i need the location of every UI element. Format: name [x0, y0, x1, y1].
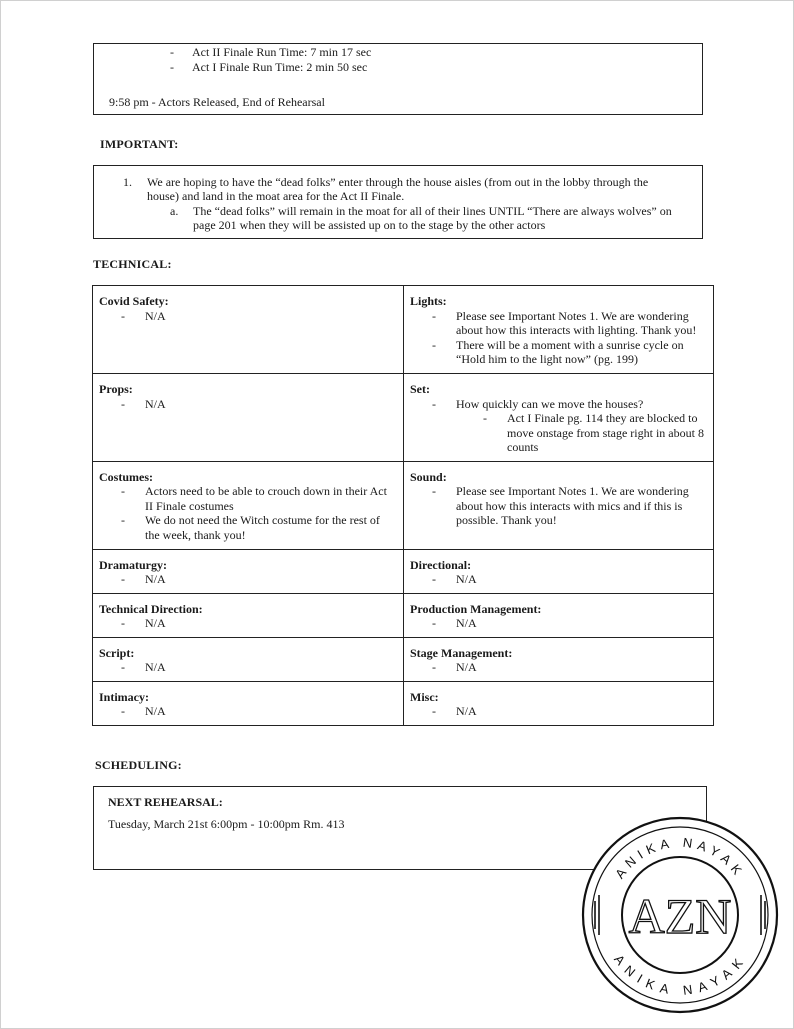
list-item: - N/A	[432, 660, 477, 674]
important-item-number: 1.	[123, 175, 132, 189]
list-item: - N/A	[121, 308, 166, 323]
list-item: - Please see Important Notes 1. We are wondering about how this interacts with mics and if this is possible. Thank you!	[432, 484, 689, 527]
cell-set	[404, 374, 714, 462]
technical-table	[92, 285, 714, 726]
cell-props	[93, 374, 404, 462]
stamp-ring-bottom: ANIKA NAYAK	[611, 951, 749, 998]
technical-heading: TECHNICAL:	[93, 257, 172, 271]
cell-title: Directional:	[410, 557, 472, 572]
list-item: - Please see Important Notes 1. We are wondering about how this interacts with lighting. Thank you!	[432, 308, 697, 337]
next-rehearsal-value: Tuesday, March 21st 6:00pm - 10:00pm Rm. 413	[108, 817, 345, 831]
list-sub-item: - Act I Finale pg. 114 they are blocked to move onstage from stage right in about 8 counts	[483, 411, 704, 454]
important-item-text: house) and land in the moat area for the Act II Finale.	[147, 189, 405, 203]
cell-title: Dramaturgy:	[99, 557, 167, 572]
cell-intimacy	[93, 681, 404, 725]
cell-sound	[404, 461, 714, 549]
cell-title: Sound:	[410, 469, 447, 484]
important-sub-letter: a.	[170, 204, 179, 218]
list-item: - Actors need to be able to crouch down in their Act II Finale costumes	[121, 484, 387, 513]
important-item-text: We are hoping to have the “dead folks” enter through the house aisles (from out in the lobby through the	[147, 175, 649, 189]
cell-title: Stage Management:	[410, 645, 513, 660]
cell-title: Intimacy:	[99, 689, 149, 704]
cell-dramaturgy	[93, 549, 404, 593]
list-item: - How quickly can we move the houses?	[432, 396, 644, 411]
list-item: - N/A	[121, 572, 166, 586]
list-item: - N/A	[121, 616, 166, 630]
list-item: - N/A	[432, 572, 477, 586]
cell-title: Covid Safety:	[99, 294, 169, 308]
cell-technical-direction	[93, 593, 404, 637]
cell-covid-safety	[93, 286, 404, 374]
scheduling-heading: SCHEDULING:	[95, 758, 182, 772]
cell-misc	[404, 681, 714, 725]
run-times-box: - Act II Finale Run Time: 7 min 17 sec - Act I Finale Run Time: 2 min 50 sec 9:58 pm - Actors Released, End of Rehearsal	[93, 43, 703, 115]
stamp-monogram: AZN	[628, 888, 732, 944]
list-item: - N/A	[121, 396, 166, 411]
list-item: - We do not need the Witch costume for the rest of the week, thank you!	[121, 513, 380, 542]
cell-title: Script:	[99, 645, 135, 660]
cell-lights	[404, 286, 714, 374]
cell-costumes	[93, 461, 404, 549]
important-sub-text: The “dead folks” will remain in the moat for all of their lines UNTIL “There are always wolves” on	[193, 204, 672, 218]
list-item: - N/A	[432, 616, 477, 630]
important-sub-text: page 201 when they will be assisted up on to the stage by the other actors	[193, 218, 546, 232]
cell-stage-management	[404, 637, 714, 681]
cell-production-management	[404, 593, 714, 637]
cell-title: Technical Direction:	[99, 601, 203, 616]
list-item: - N/A	[121, 660, 166, 674]
cell-title: Production Management:	[410, 601, 542, 616]
cell-title: Costumes:	[99, 469, 153, 484]
cell-script	[93, 637, 404, 681]
azn-logo-stamp	[580, 815, 780, 1015]
cell-title: Set:	[410, 382, 430, 396]
stamp-ring-top: ANIKA NAYAK	[612, 834, 748, 882]
rehearsal-end-line: 9:58 pm - Actors Released, End of Rehearsal	[109, 95, 325, 109]
list-item: - N/A	[121, 704, 166, 718]
cell-title: Lights:	[410, 294, 447, 308]
list-item: - There will be a moment with a sunrise cycle on “Hold him to the light now” (pg. 199)	[432, 337, 684, 366]
important-heading: IMPORTANT:	[100, 137, 179, 151]
cell-directional	[404, 549, 714, 593]
cell-title: Misc:	[410, 689, 439, 704]
list-item: - N/A	[432, 704, 477, 718]
important-box	[93, 165, 703, 239]
next-rehearsal-label: NEXT REHEARSAL:	[108, 795, 223, 809]
cell-title: Props:	[99, 382, 133, 396]
